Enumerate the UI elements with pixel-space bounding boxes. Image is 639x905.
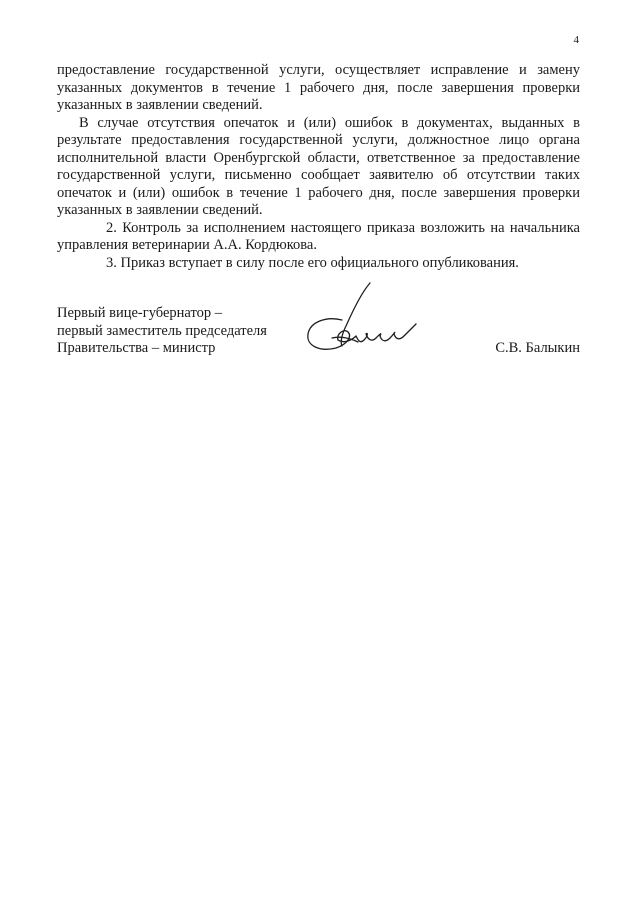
paragraph-control: 2. Контроль за исполнением настоящего приказа возложить на начальника управления ветеринарии А.А. Кордюкова. — [57, 219, 580, 253]
paragraph-no-errors: В случае отсутствия опечаток и (или) ошибок в документах, выданных в результате предоставления государственной услуги, должностное лицо органа исполнительной власти Оренбургской области, ответственное за предоставление государственной услуги, письменно сообщает заявителю об отсутствии таких опечаток и (или) ошибок в течение 1 рабочего дня, после завершения проверки указанных в заявлении сведений. — [57, 114, 580, 218]
position-line: Правительства – министр — [57, 340, 216, 356]
position-line: первый заместитель председателя — [57, 322, 267, 339]
page-number: 4 — [573, 34, 579, 46]
handwritten-signature — [302, 280, 432, 360]
position-line: Первый вице-губернатор – — [57, 305, 222, 321]
document-body — [57, 62, 580, 272]
signatory-position — [57, 305, 267, 358]
signatory-name: С.В. Балыкин — [495, 340, 580, 356]
signature-block — [57, 305, 580, 365]
paragraph-continuation: предоставление государственной услуги, осуществляет исправление и замену указанных документов в течение 1 рабочего дня, после завершения проверки указанных в заявлении сведений. — [57, 62, 580, 113]
paragraph-effective: 3. Приказ вступает в силу после его официального опубликования. — [106, 254, 519, 271]
